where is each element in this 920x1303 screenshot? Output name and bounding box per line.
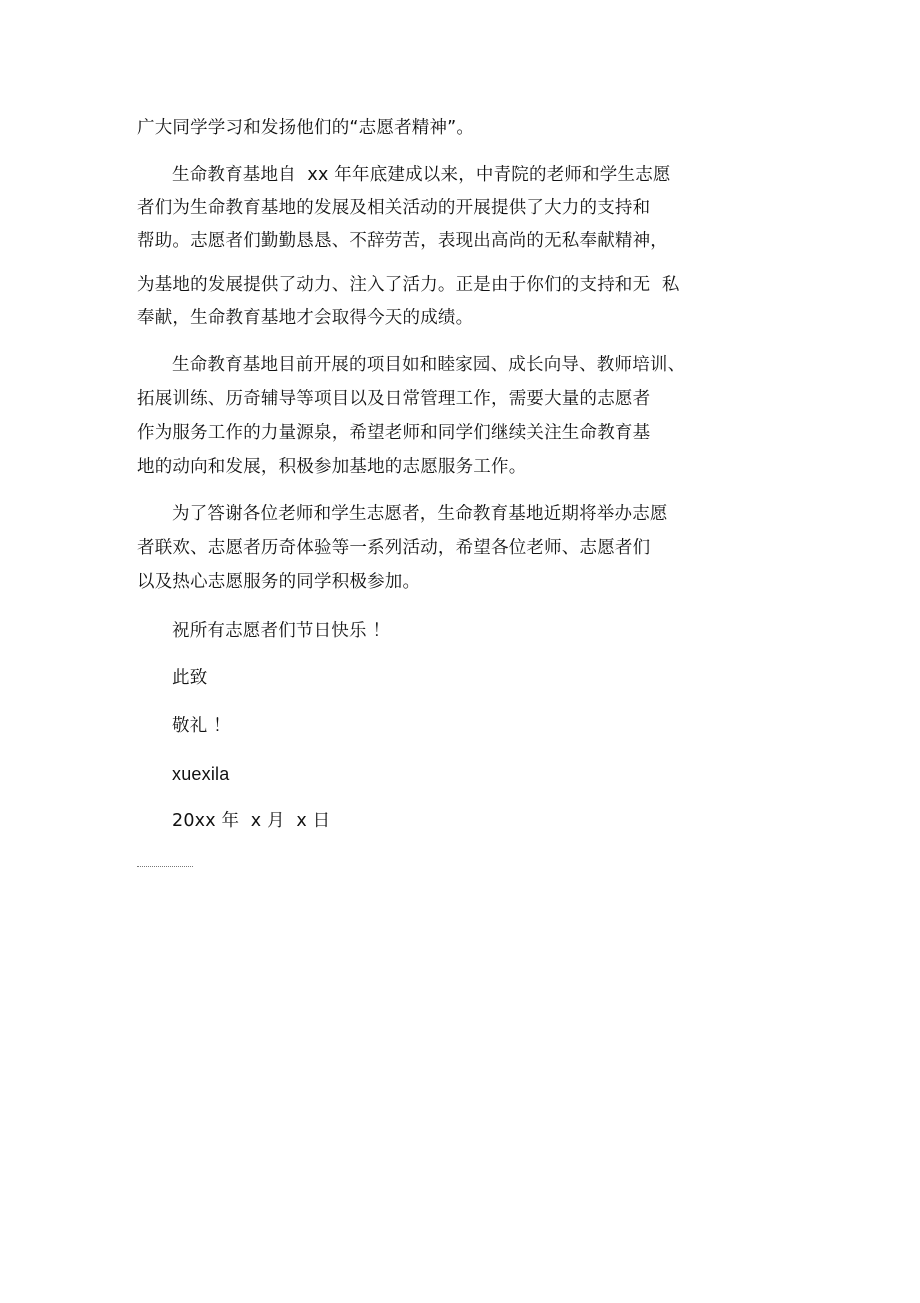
paragraph-line: 作为服务工作的力量源泉，希望老师和同学们继续关注生命教育基 xyxy=(137,423,651,443)
paragraph-line: 拓展训练、历奇辅导等项目以及日常管理工作，需要大量的志愿者 xyxy=(137,389,651,409)
date-line: 20xx 年 x 月 x 日 xyxy=(172,811,331,831)
paragraph-line: 帮助。志愿者们勤勤恳恳、不辞劳苦，表现出高尚的无私奉献精神， xyxy=(137,231,668,251)
paragraph-line: 以及热心志愿服务的同学积极参加。 xyxy=(137,572,421,592)
closing-salutation: 此致 xyxy=(172,668,208,688)
dotted-divider xyxy=(137,866,193,867)
paragraph-line: 者们为生命教育基地的发展及相关活动的开展提供了大力的支持和 xyxy=(137,198,651,218)
closing-regards: 敬礼 ！ xyxy=(172,716,231,736)
paragraph-line: 者联欢、志愿者历奇体验等一系列活动，希望各位老师、志愿者们 xyxy=(137,538,651,558)
paragraph-line: 为了答谢各位老师和学生志愿者，生命教育基地近期将举办志愿 xyxy=(172,504,668,524)
paragraph-line: 生命教育基地目前开展的项目如和睦家园、成长向导、教师培训、 xyxy=(172,355,686,375)
paragraph-line: 奉献，生命教育基地才会取得今天的成绩。 xyxy=(137,308,474,328)
paragraph-line: 为基地的发展提供了动力、注入了活力。正是由于你们的支持和无 私 xyxy=(137,275,680,295)
signature: xuexila xyxy=(172,764,230,784)
paragraph-line: 广大同学学习和发扬他们的“志愿者精神”。 xyxy=(137,118,475,138)
greeting-line: 祝所有志愿者们节日快乐 ！ xyxy=(172,621,391,641)
paragraph-line: 地的动向和发展，积极参加基地的志愿服务工作。 xyxy=(137,457,527,477)
paragraph-line: 生命教育基地自 xx 年年底建成以来，中青院的老师和学生志愿 xyxy=(172,165,671,185)
